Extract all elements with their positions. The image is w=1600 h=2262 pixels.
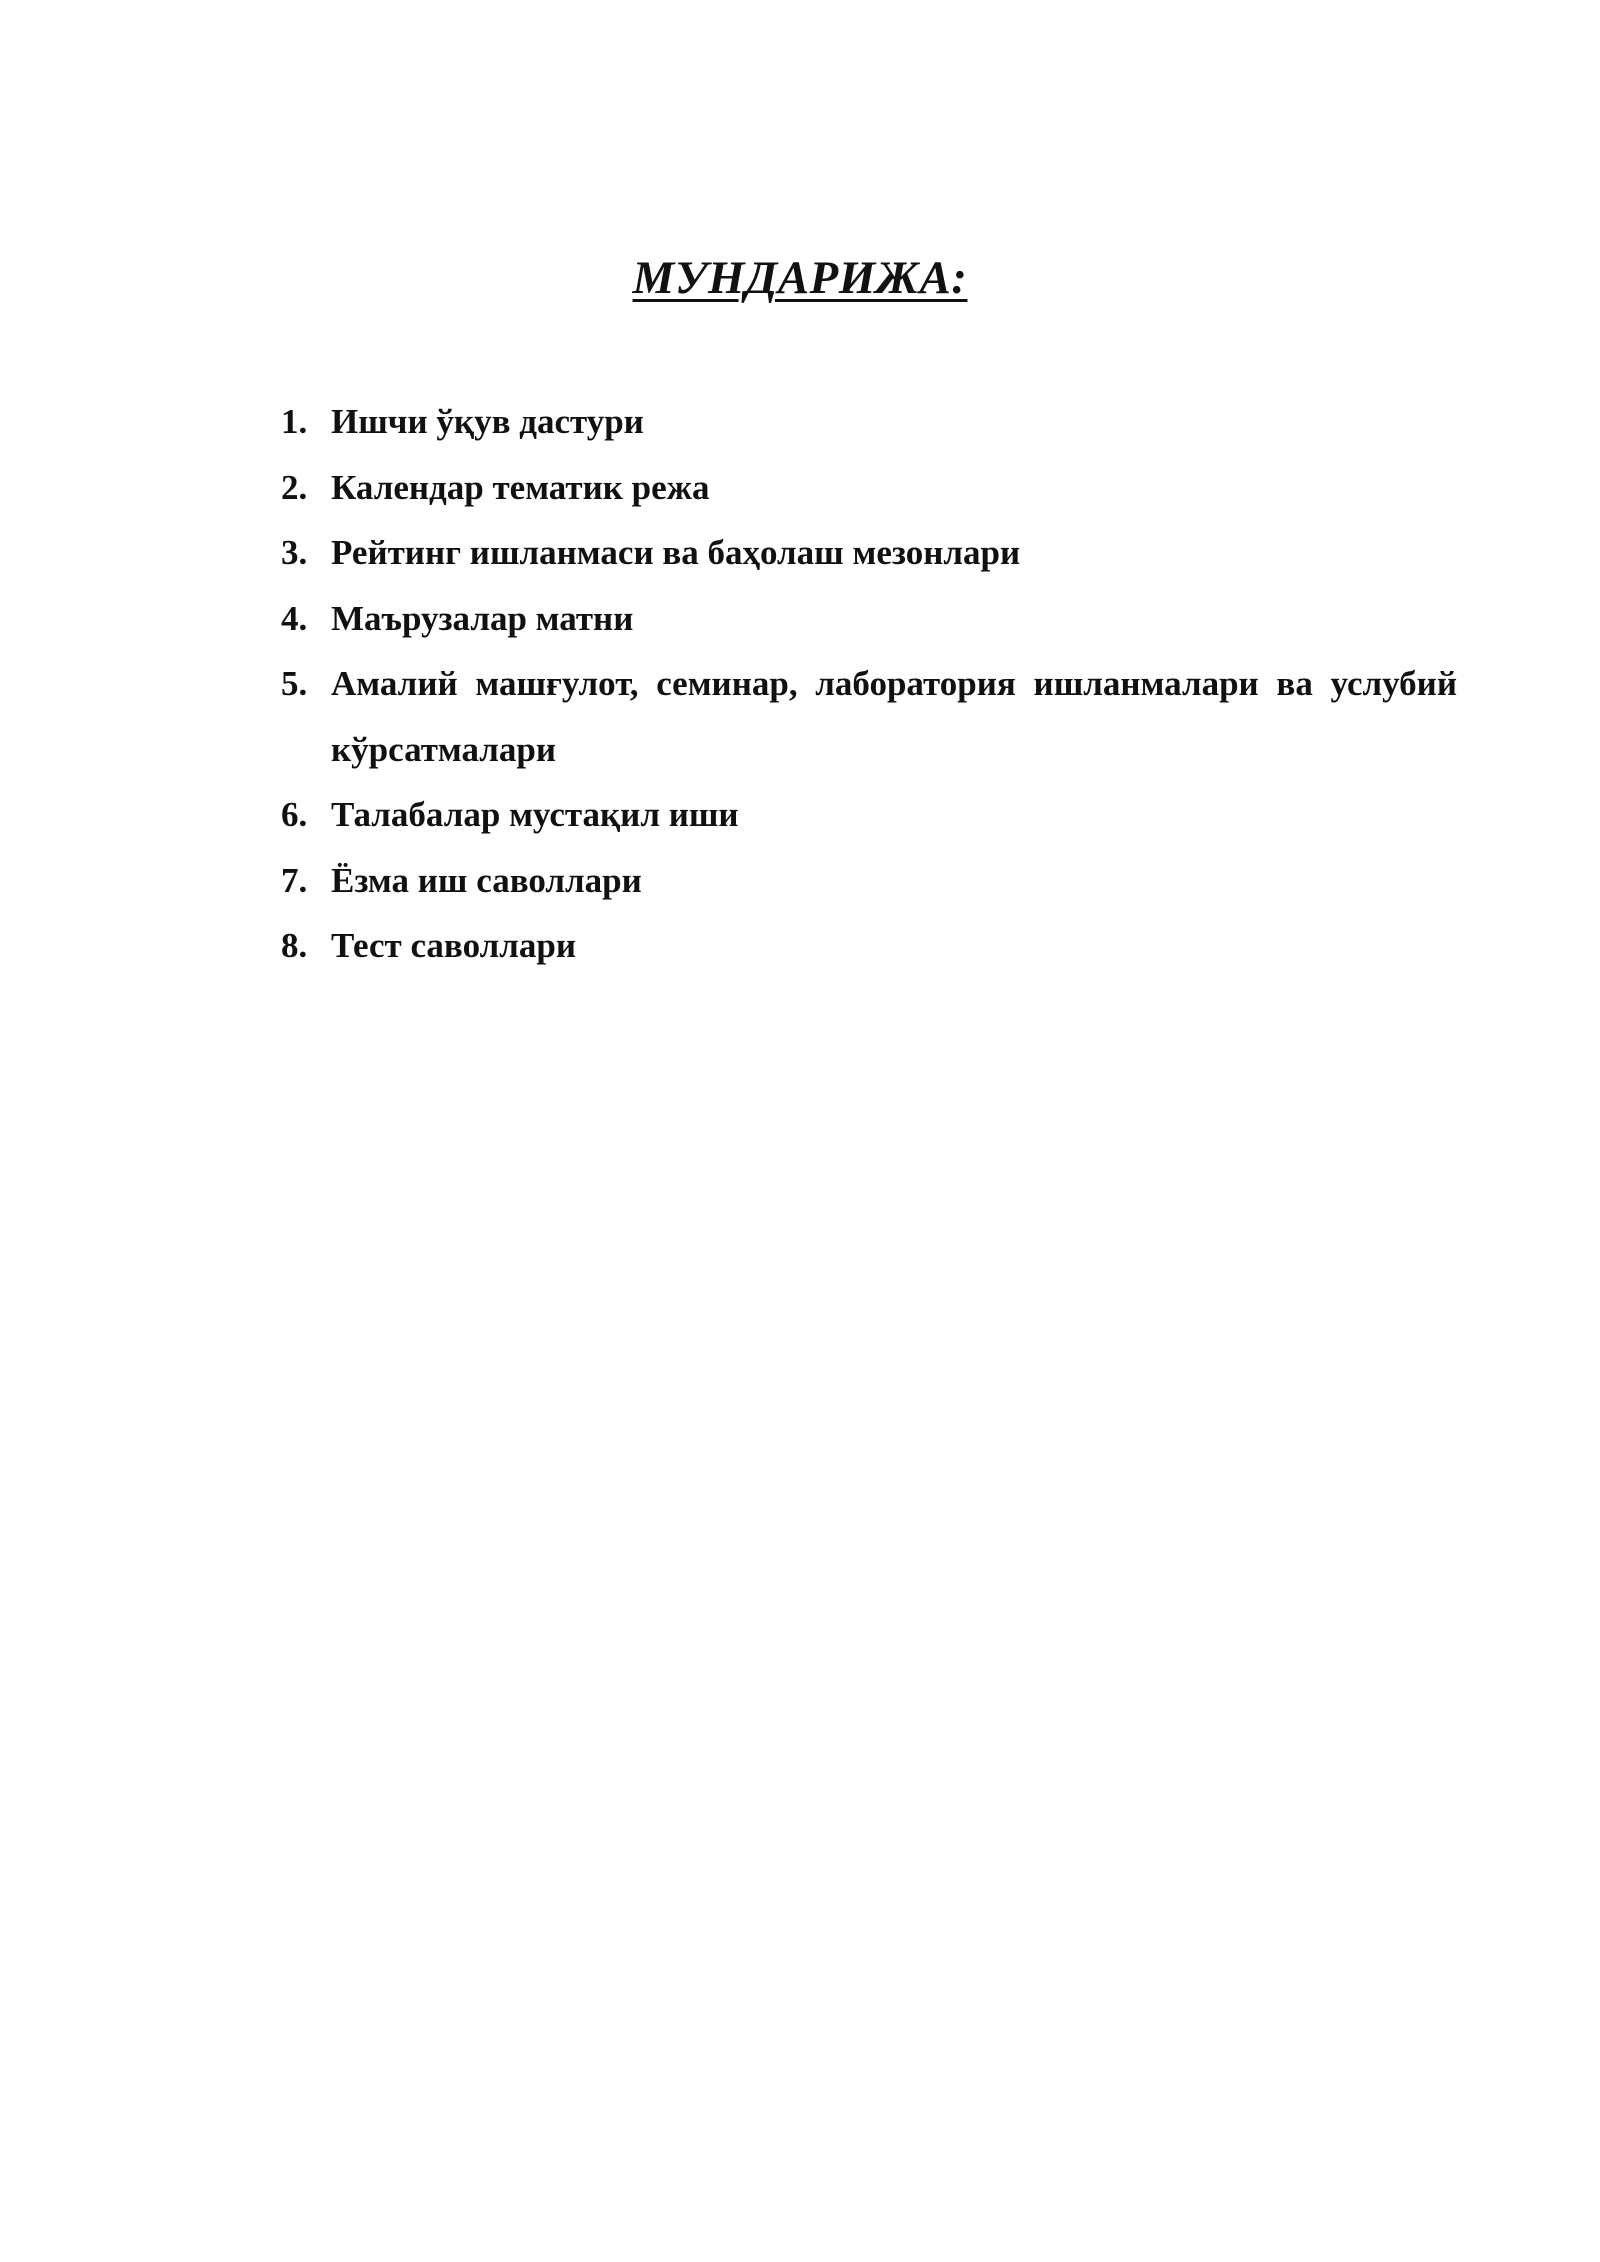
toc-item — [281, 520, 1457, 586]
toc-item — [281, 586, 1457, 652]
toc-item — [281, 848, 1457, 914]
toc-item — [281, 782, 1457, 848]
toc-item-number: 6. — [281, 795, 308, 834]
toc-item-text: Амалий машғулот, семинар, лаборатория ишланмалари ва услубий кўрсатмалари — [331, 664, 1457, 769]
toc-item-text: Календар тематик режа — [331, 467, 710, 507]
toc-item-number: 7. — [281, 860, 308, 900]
table-of-contents — [281, 389, 1457, 979]
toc-item-text: Рейтинг ишланмаси ва баҳолаш мезонлари — [331, 533, 1021, 572]
toc-item-number: 4. — [281, 598, 308, 638]
toc-item-text: Маърузалар матни — [331, 598, 634, 638]
toc-item-text: Ишчи ўқув дастури — [331, 402, 644, 441]
toc-item — [281, 651, 1457, 782]
page-title: МУНДАРИЖА: — [632, 252, 968, 304]
toc-item-number: 1. — [281, 402, 308, 441]
toc-item — [281, 913, 1457, 979]
toc-item-text: Талабалар мустақил иши — [331, 795, 739, 834]
toc-item-number: 8. — [281, 926, 308, 965]
toc-item-text: Тест саволлари — [331, 926, 577, 965]
toc-item-number: 3. — [281, 533, 308, 572]
toc-item-number: 5. — [281, 664, 308, 703]
toc-item — [281, 455, 1457, 521]
toc-item-text: Ёзма иш саволлари — [331, 860, 642, 900]
toc-item-number: 2. — [281, 467, 308, 507]
toc-item — [281, 389, 1457, 455]
